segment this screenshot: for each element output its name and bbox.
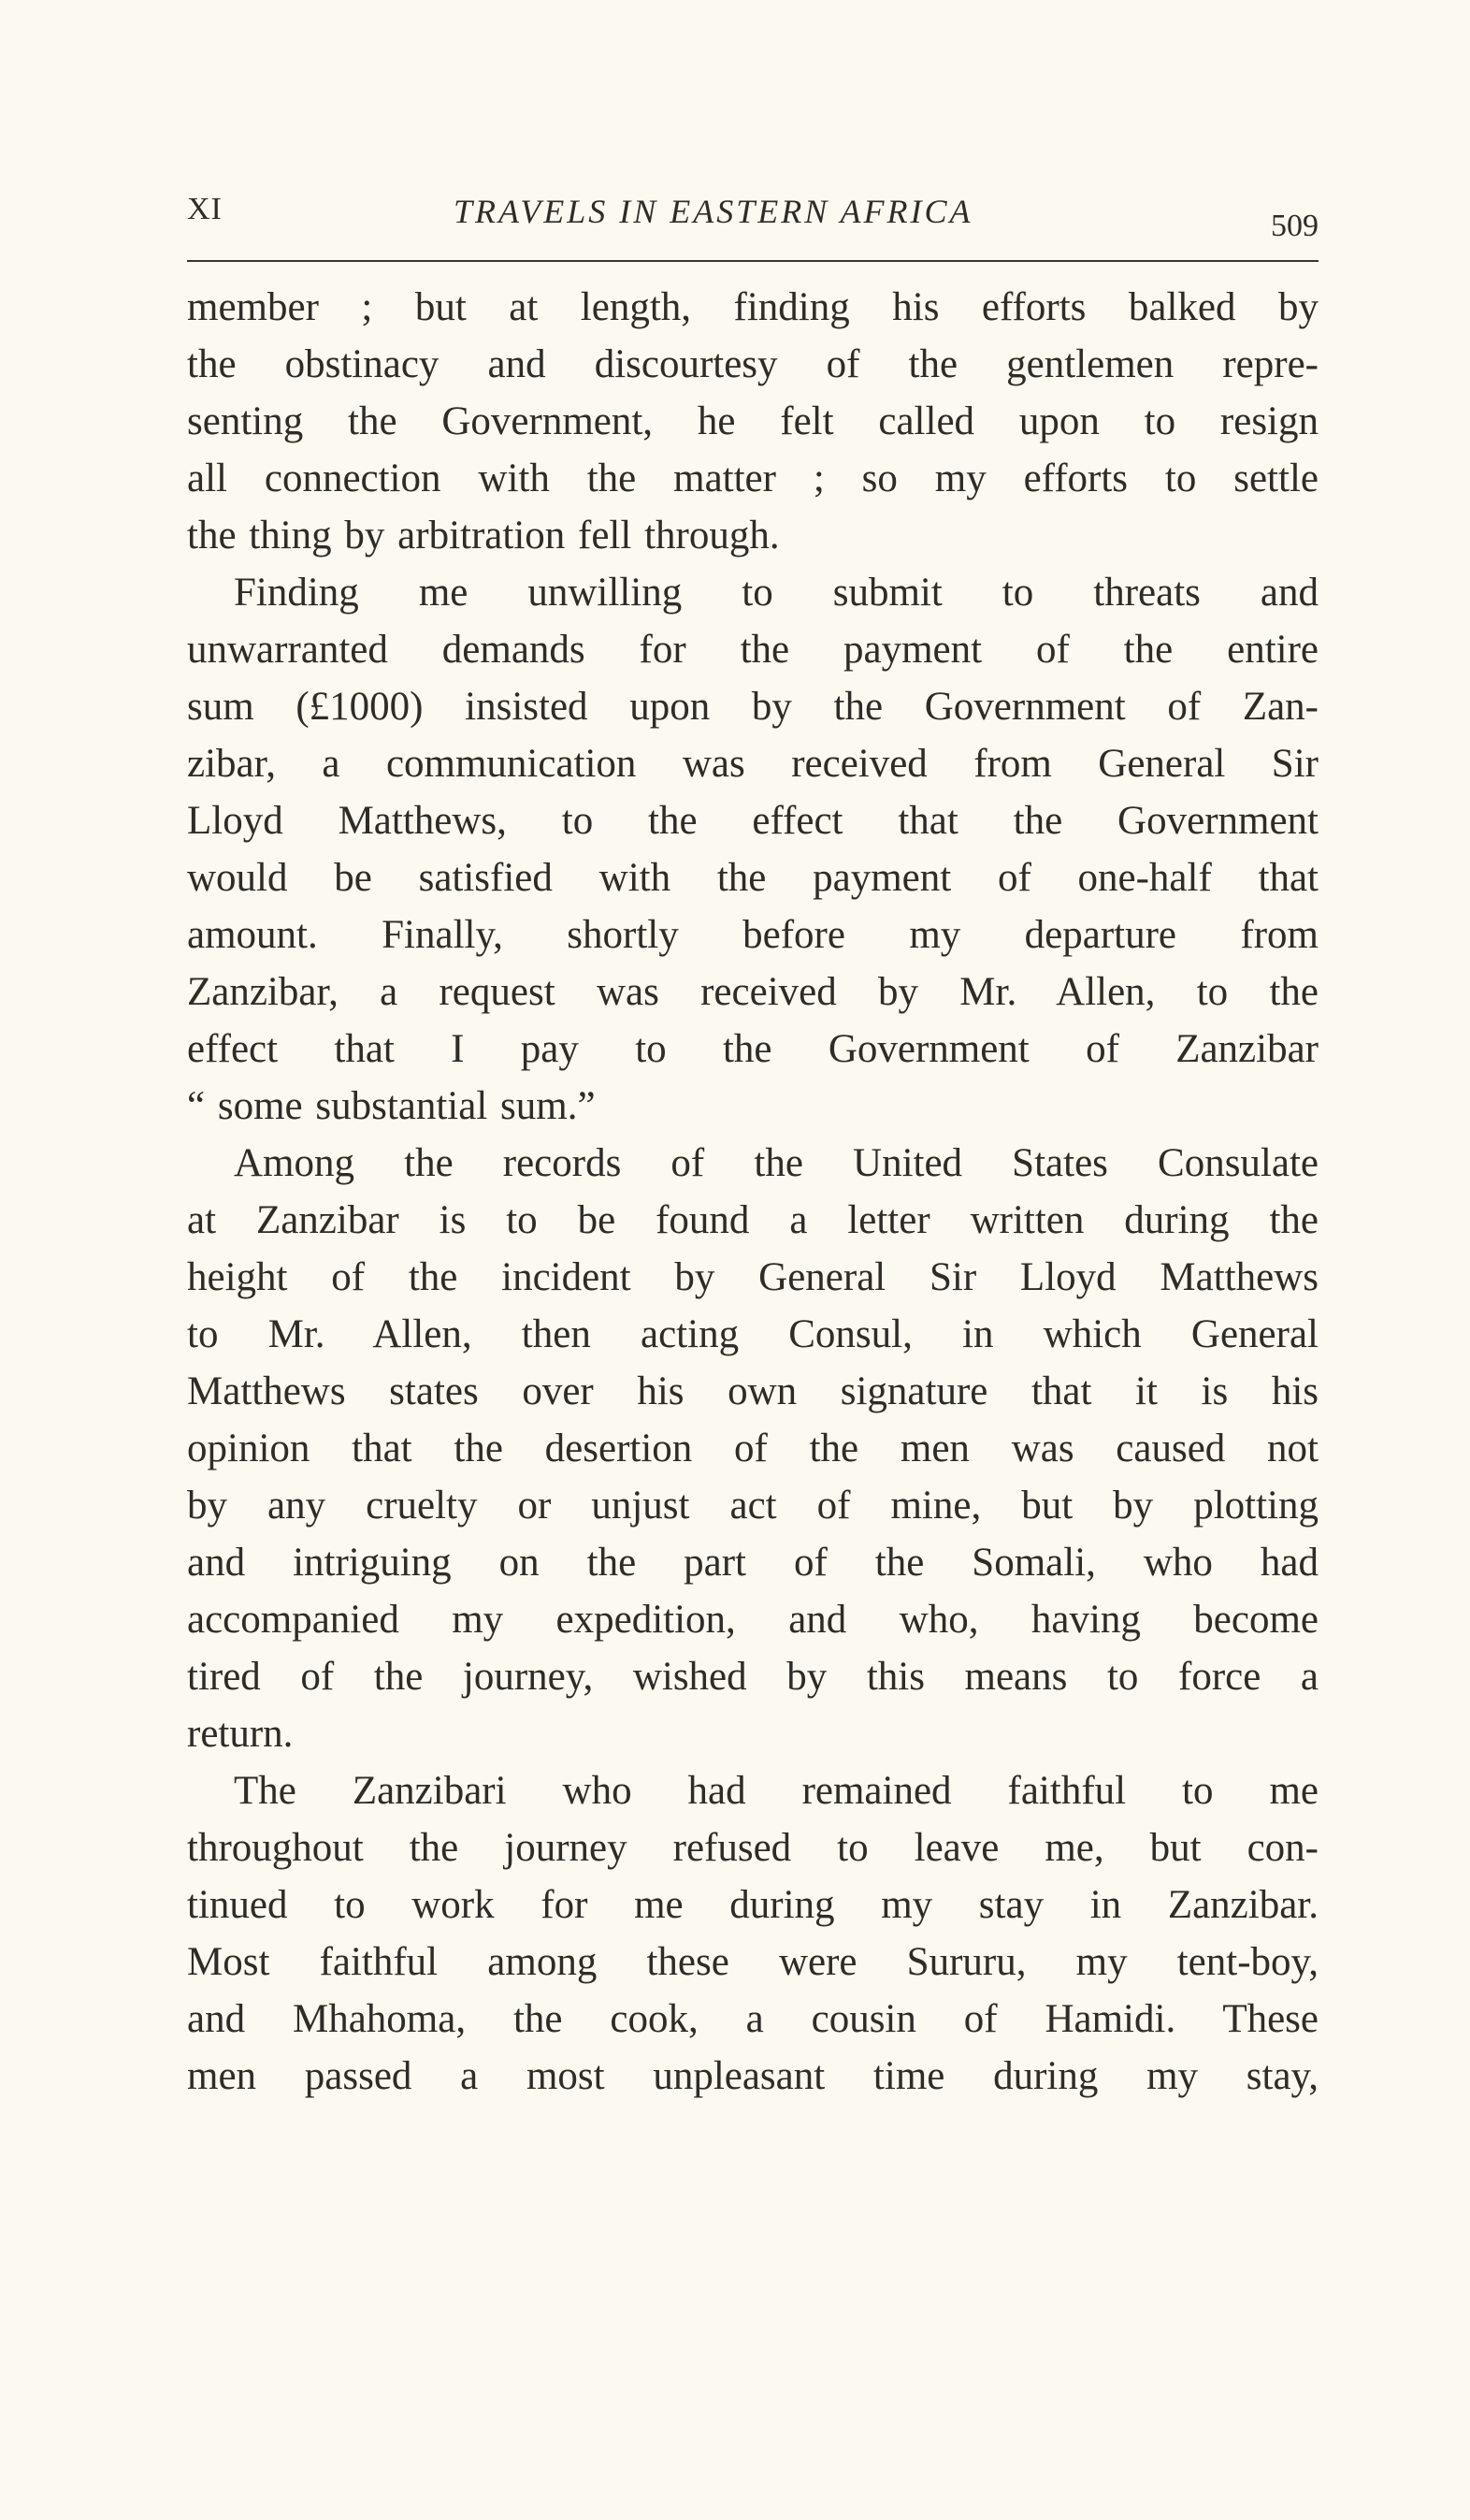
- text-line: throughout the journey refused to leave me, but con-: [187, 1826, 1319, 1870]
- text-line: the obstinacy and discourtesy of the gentlemen repre-: [187, 342, 1319, 386]
- text-line: “ some substantial sum.”: [187, 1084, 596, 1128]
- text-line: Finding me unwilling to submit to threats and: [234, 571, 1319, 615]
- text-line: all connection with the matter ; so my efforts to settle: [187, 456, 1319, 500]
- text-line: tired of the journey, wished by this means to force a: [187, 1655, 1319, 1699]
- text-line: The Zanzibari who had remained faithful to me: [234, 1769, 1319, 1813]
- text-line: effect that I pay to the Government of Zanzibar: [187, 1027, 1319, 1071]
- text-line: and intriguing on the part of the Somali, who had: [187, 1541, 1319, 1585]
- text-line: at Zanzibar is to be found a letter written during the: [187, 1198, 1319, 1242]
- text-line: amount. Finally, shortly before my departure from: [187, 913, 1319, 957]
- chapter-number: XI: [187, 192, 223, 226]
- text-line: the thing by arbitration fell through.: [187, 514, 780, 558]
- text-line: would be satisfied with the payment of one-half that: [187, 856, 1319, 900]
- text-line: tinued to work for me during my stay in Zanzibar.: [187, 1883, 1319, 1927]
- header-rule: [187, 260, 1319, 262]
- text-line: Zanzibar, a request was received by Mr. Allen, to the: [187, 970, 1319, 1014]
- paragraph: [187, 1762, 1319, 2105]
- text-line: opinion that the desertion of the men was caused not: [187, 1427, 1319, 1470]
- text-line: Most faithful among these were Sururu, my tent-boy,: [187, 1940, 1319, 1984]
- paragraph: [187, 564, 1319, 1135]
- text-line: by any cruelty or unjust act of mine, but by plotting: [187, 1484, 1319, 1528]
- text-line: return.: [187, 1712, 294, 1756]
- text-line: sum (£1000) insisted upon by the Government of Zan-: [187, 685, 1319, 729]
- text-line: to Mr. Allen, then acting Consul, in which General: [187, 1312, 1319, 1356]
- body-text: [187, 279, 1319, 2105]
- text-line: accompanied my expedition, and who, having become: [187, 1598, 1319, 1642]
- paragraph: [187, 1135, 1319, 1762]
- paragraph: [187, 279, 1319, 564]
- text-line: Among the records of the United States Consulate: [234, 1141, 1319, 1185]
- text-line: member ; but at length, finding his efforts balked by: [187, 285, 1319, 329]
- text-line: men passed a most unpleasant time during my stay,: [187, 2054, 1319, 2098]
- text-line: height of the incident by General Sir Lloyd Matthews: [187, 1255, 1319, 1299]
- text-line: Matthews states over his own signature that it is his: [187, 1369, 1319, 1413]
- page-number: 509: [1271, 209, 1319, 243]
- text-line: senting the Government, he felt called upon to resign: [187, 399, 1319, 443]
- running-title: TRAVELS IN EASTERN AFRICA: [454, 193, 973, 230]
- running-head: [187, 192, 1319, 248]
- text-line: unwarranted demands for the payment of the entire: [187, 628, 1319, 672]
- text-line: Lloyd Matthews, to the effect that the Government: [187, 799, 1319, 843]
- text-line: and Mhahoma, the cook, a cousin of Hamidi. These: [187, 1997, 1319, 2041]
- text-line: zibar, a communication was received from General Sir: [187, 742, 1319, 786]
